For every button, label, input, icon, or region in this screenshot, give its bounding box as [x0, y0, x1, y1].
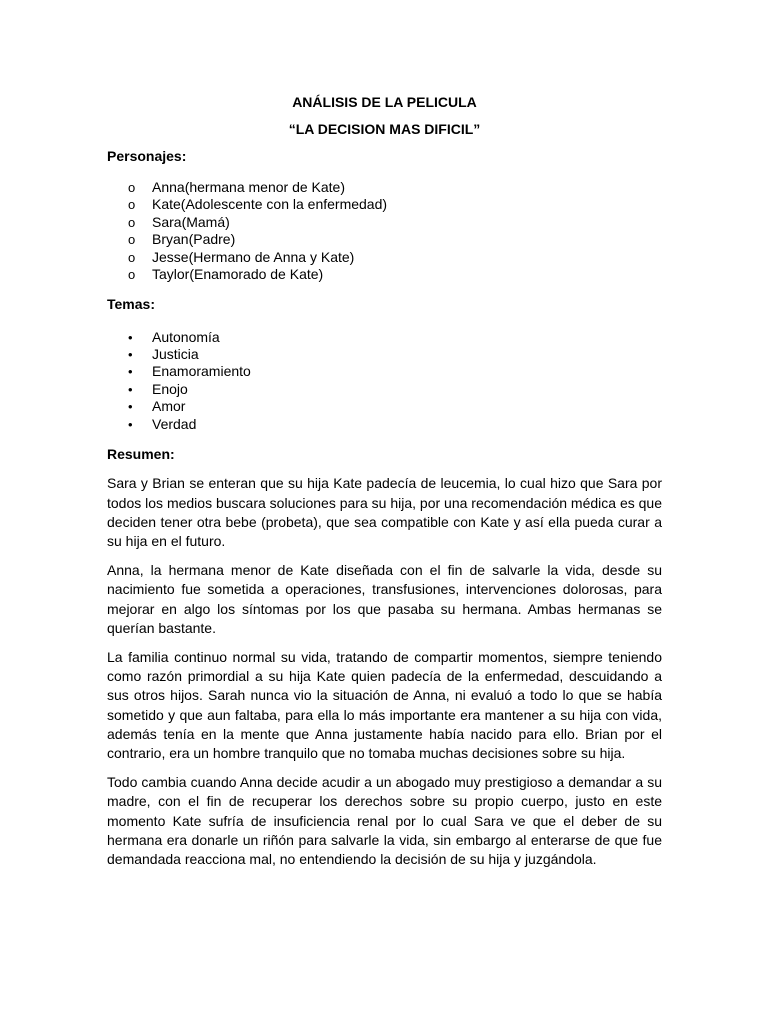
list-item-text: Sara(Mamá) [152, 213, 230, 230]
bullet-icon: • [128, 329, 133, 345]
list-item-text: Bryan(Padre) [152, 231, 236, 248]
list-item-text: Taylor(Enamorado de Kate) [152, 265, 324, 282]
list-item-text: Enojo [152, 380, 188, 397]
circle-bullet-icon: o [128, 214, 136, 230]
circle-bullet-icon: o [128, 197, 136, 213]
bullet-icon: • [128, 381, 133, 397]
list-item-text: Anna(hermana menor de Kate) [152, 178, 345, 195]
circle-bullet-icon: o [128, 249, 136, 265]
list-item-text: Amor [152, 398, 186, 415]
list-item-text: Enamoramiento [152, 363, 251, 380]
list-item [107, 179, 662, 196]
document-title: ANÁLISIS DE LA PELICULA [292, 94, 477, 110]
list-item-text: Verdad [152, 415, 197, 432]
bullet-icon: • [128, 416, 133, 432]
circle-bullet-icon: o [128, 232, 136, 248]
list-item [107, 346, 662, 363]
circle-bullet-icon: o [128, 266, 136, 282]
summary-paragraph: Anna, la hermana menor de Kate diseñada con el fin de salvarle la vida, desde su nacimiento fue sometida a operaciones, transfusiones, intervenciones dolorosas, para mejorar en algo los síntomas por los que pasaba su hermana. Ambas hermanas se querían bastante. [107, 562, 662, 636]
list-item-text: Jesse(Hermano de Anna y Kate) [152, 248, 355, 265]
bullet-icon: • [128, 399, 133, 415]
personajes-heading: Personajes: [107, 147, 187, 164]
list-item [107, 231, 662, 248]
bullet-icon: • [128, 364, 133, 380]
list-item [107, 398, 662, 415]
summary-paragraph: Todo cambia cuando Anna decide acudir a un abogado muy prestigioso a demandar a su madre, con el fin de recuperar los derechos sobre su propio cuerpo, justo en este momento Kate sufría de insuficiencia renal por lo cual Sara ve que el deber de su hermana era donarle un riñón para salvarle la vida, sin embargo al enterarse de que fue demandada reacciona mal, no entendiendo la decisión de su hija y juzgándola. [107, 774, 662, 868]
summary-paragraph: Sara y Brian se enteran que su hija Kate padecía de leucemia, lo cual hizo que Sara por todos los medios buscara soluciones para su hija, por una recomendación médica es que deciden tener otra bebe (probeta), que sea compatible con Kate y así ella pueda curar a su hija en el futuro. [107, 475, 662, 549]
list-item [107, 249, 662, 266]
list-item [107, 363, 662, 380]
list-item-text: Kate(Adolescente con la enfermedad) [152, 196, 388, 213]
list-item-text: Justicia [152, 346, 199, 363]
resumen-heading: Resumen: [107, 446, 175, 463]
temas-list [107, 329, 662, 433]
list-item [107, 214, 662, 231]
summary-paragraph: La familia continuo normal su vida, tratando de compartir momentos, siempre teniendo como razón primordial a su hija Kate quien padecía de la enfermedad, descuidando a sus otros hijos. Sarah nunca vio la situación de Anna, ni evaluó a todo lo que se había sometido y que aun faltaba, para ella lo más importante era mantener a su hija con vida, además tenía en la mente que Anna justamente había nacido para ello. Brian por el contrario, era un hombre tranquilo que no tomaba muchas decisiones sobre su hija. [107, 648, 662, 761]
list-item [107, 381, 662, 398]
bullet-icon: • [128, 347, 133, 363]
list-item [107, 196, 662, 213]
list-item [107, 329, 662, 346]
personajes-list [107, 179, 662, 283]
movie-title: “LA DECISION MAS DIFICIL” [288, 121, 481, 138]
list-item [107, 416, 662, 433]
temas-heading: Temas: [107, 296, 155, 313]
list-item [107, 266, 662, 283]
list-item-text: Autonomía [152, 328, 220, 345]
document-page [107, 90, 662, 869]
circle-bullet-icon: o [128, 179, 136, 195]
